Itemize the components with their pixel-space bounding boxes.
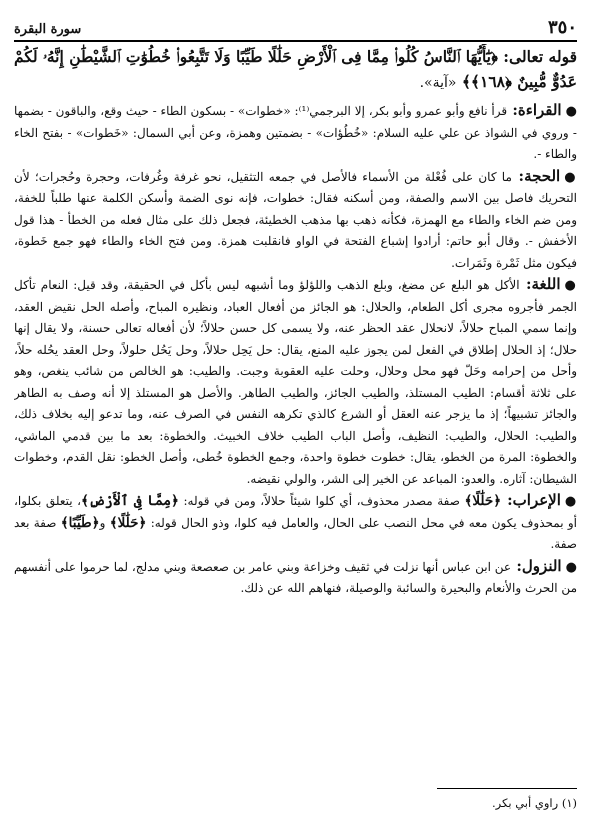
page-header xyxy=(14,14,577,42)
section-text: صفة مصدر محذوف، أي كلوا شيئاً حلالاً، ومن في قوله: xyxy=(183,494,460,508)
section-hujja: ●الحجة: ما كان على فُعْلة من الأسماء فالأصل في جمعه التثقيل، نحو غرفة وغُرفات، وحجرة وحُجرات؛ لأن التحريك فاصل بين الاسم والصفة، ومن أسكنه فقال: خطوات، فإنه نوى الضمة وأسكن الكلمة عنها طلباً للخفة، ومن ضم الخاء والطاء مع الهمزة، فكأنه ذهب بها مذهب الخطيئة، فجعل ذلك على مثال فعله من الخطأ - هذا قول الأخفش -. وقال أبو حاتم: أرادوا إشباع الفتحة في الواو فانقلبت همزة. ومن فتح الخاء والطاء فهو جمع خَطوة، فيكون مثل ثَمْرة وثَمَرات. xyxy=(14,166,577,270)
section-text: و xyxy=(99,515,106,530)
footnote-text: راوي أبي بكر. xyxy=(492,796,559,810)
footnote-divider xyxy=(437,788,577,789)
page-body xyxy=(14,44,577,786)
section-text: صفة بعد صفة. xyxy=(14,515,577,551)
quran-word: ﴿حَلَٰلًا﴾ xyxy=(464,493,502,509)
section-text: ، يتعلق بكلوا، أو بمحذوف يكون معه في محل النصب على الحال، والعامل فيه كلوا، وذو الحال قوله: xyxy=(14,494,577,530)
section-text: ما كان على فُعْلة من الأسماء فالأصل في جمعه التثقيل، نحو غرفة وغُرفات، وحجرة وحُجرات؛ لأن التحريك فاصل بين الاسم والصفة، ومن أسكنه فقال: خطوات، فإنه نوى الضمة وأسكن الكلمة عنها طلباً للخفة، ومن ضم الخاء والطاء مع الهمزة، فكأنه ذهب بها مذهب الخطيئة، فجعل ذلك على مثال فعله من الخطأ - هذا قول الأخفش -. وقال أبو حاتم: أرادوا إشباع الفتحة في الواو فانقلبت همزة. ومن فتح الخاء والطاء فهو جمع خَطوة، فيكون مثل ثَمْرة وثَمَرات. xyxy=(14,169,577,270)
quran-word: ﴿طَيِّبًا﴾ xyxy=(60,514,100,531)
section-label: القراءة xyxy=(517,101,562,119)
section-label: الإعراب xyxy=(512,491,561,509)
bullet-icon: ● xyxy=(564,494,577,509)
section-label: الحجة xyxy=(524,166,561,185)
section-irab: ●الإعراب: ﴿حَلَٰلًا﴾ صفة مصدر محذوف، أي كلوا شيئاً حلالاً، ومن في قوله: ﴿مِمَّا فِى ٱلْأَرْضِ﴾، يتعلق بكلوا، أو بمحذوف يكون معه في محل النصب على الحال، والعامل فيه كلوا، وذو الحال قوله: ﴿حَلَٰلًا﴾ و﴿طَيِّبًا﴾ صفة بعد صفة. xyxy=(14,491,577,551)
footnote xyxy=(14,795,577,811)
section-text: الأكل هو البلع عن مضغ، وبلع الذهب واللؤلؤ وما أشبهه ليس بأكل في الحقيقة، وقد قيل: النعام تأكل الجمر فأجروه مجرى أكل الطعام، والحلال: هو الجائز من أفعال العباد، ونظيره المباح، وأصله الحل نقيض العقد، وإنما سمي المباح حلالاً، لانحلال عقد الحظر عنه، ولا يسمى كل حسن حلالاً؛ لأن أفعاله تعالى حسنة، ولا يقال إنها حلال؛ إذ الحلال إطلاق في الفعل لمن يجوز عليه المنع، يقال: حل يَحِل حلالاً، وحل يَحُل حلولاً، وحل العقد يحُله حلاً، وأحل من إحرامه وحَلّ فهو محل وحلال، وحلت عليه العقوبة وجبت. والطيب: هو الخالص من شائب ينغص، وهو على ثلاثة أقسام: الطيب المستلذ، والطيب الجائز، والطيب الطاهر. والأصل هو المستلذ إلا أنه وصف به الطاهر والجائز تشبيهاً؛ إذ ما يزجر عنه العقل أو الشرع كالذي تكرهه النفس في الصرف عنه، وما تدعو إليه بخلاف ذلك، والطيب: الحلال، والطيب: النظيف، وأصل الباب الطيب خلاف الخبيث. والخطوة: بعد ما بين قدمي الماشي، والخطوة: المرة من الخطو، يقال: خطوت خطوة واحدة، وجمع الخطوة خُطى، وأصل الخطو: نقل القدم، وخطوات الشيطان: آثاره. والعدو: المباعد عن الخير إلى الشر، والولي نقيضه. xyxy=(14,278,577,486)
page-number: ٣٥٠ xyxy=(547,17,577,38)
verse-intro-label: قوله تعالى: xyxy=(503,47,577,66)
verse-intro xyxy=(14,44,577,96)
verse-suffix: «آية». xyxy=(419,75,457,91)
bullet-icon: ● xyxy=(565,104,577,119)
section-text: عن ابن عباس أنها نزلت في ثقيف وخزاعة وبني عامر بن صعصعة وبني مدلج، لما حرموا على أنفسهم من الحرث والأنعام والبحيرة والسائبة والوصيلة، فنهاهم الله عن ذلك. xyxy=(14,559,577,595)
section-label: اللغة xyxy=(531,275,561,293)
section-lugha: ●اللغة: الأكل هو البلع عن مضغ، وبلع الذهب واللؤلؤ وما أشبهه ليس بأكل في الحقيقة، وقد قيل: النعام تأكل الجمر فأجروه مجرى أكل الطعام، والحلال: هو الجائز من أفعال العباد، ونظيره المباح، وأصله الحل نقيض العقد، وإنما سمي المباح حلالاً، لانحلال عقد الحظر عنه، ولا يسمى كل حسن حلالاً؛ لأن أفعاله تعالى حسنة، ولا يقال إنها حلال؛ إذ الحلال إطلاق في الفعل لمن يجوز عليه المنع، يقال: حل يَحِل حلالاً، وحل يَحُل حلولاً، وحل العقد يحُله حلاً، وأحل من إحرامه وحَلّ فهو محل وحلال، وحلت عليه العقوبة وجبت. والطيب: هو الخالص من شائب ينغص، وهو على ثلاثة أقسام: الطيب المستلذ، والطيب الجائز، والطيب الطاهر. والأصل هو المستلذ إلا أنه وصف به الطاهر والجائز تشبيهاً؛ إذ ما يزجر عنه العقل أو الشرع كالذي تكرهه النفس في الصرف عنه، وما تدعو إليه بخلاف ذلك، والطيب: الحلال، والطيب: النظيف، وأصل الباب الطيب خلاف الخبيث. والخطوة: بعد ما بين قدمي الماشي، والخطوة: المرة من الخطو، يقال: خطوت خطوة واحدة، وجمع الخطوة خُطى، وأصل الخطو: نقل القدم، وخطوات الشيطان: آثاره. والعدو: المباعد عن الخير إلى الشر، والولي نقيضه. xyxy=(14,275,577,486)
quran-verse: ﴿يَٰٓأَيُّهَا ٱلنَّاسُ كُلُوا۟ مِمَّا فِى ٱلْأَرْضِ حَلَٰلًا طَيِّبًا وَلَا تَتَّبِعُوا۟ خُطُوَٰتِ ٱلشَّيْطَٰنِ إِنَّهُۥ لَكُمْ عَدُوٌّ مُّبِينٌ ﴿١٦٨﴾﴾ xyxy=(14,47,577,91)
quran-word: ﴿مِمَّا فِى ٱلْأَرْضِ﴾ xyxy=(81,493,179,509)
footnote-number: (١) xyxy=(561,796,577,810)
bullet-icon: ● xyxy=(565,559,577,575)
bullet-icon: ● xyxy=(564,278,577,293)
section-nuzul: ●النزول: عن ابن عباس أنها نزلت في ثقيف وخزاعة وبني عامر بن صعصعة وبني مدلج، لما حرموا على أنفسهم من الحرث والأنعام والبحيرة والسائبة والوصيلة، فنهاهم الله عن ذلك. xyxy=(14,556,577,595)
quran-word: ﴿حَلَٰلًا﴾ xyxy=(109,514,147,531)
section-text: قرأ نافع وأبو عمرو وأبو بكر، إلا البرجمي⁽¹⁾: «خطوات» - بسكون الطاء - حيث وقع، والباقون - بضمها - وروي في الشواذ عن علي عليه السلام: «خُطُؤات» - بضمتين وهمزة، وعن أبي السمال: «خَطوات» - بفتح الخاء والطاء -. xyxy=(14,104,577,161)
bullet-icon: ● xyxy=(564,169,577,185)
surah-name: سورة البقرة xyxy=(14,22,82,37)
section-label: النزول xyxy=(521,556,562,575)
section-qiraa: ●القراءة: قرأ نافع وأبو عمرو وأبو بكر، إلا البرجمي⁽¹⁾: «خطوات» - بسكون الطاء - حيث وقع، والباقون - بضمها - وروي في الشواذ عن علي عليه السلام: «خُطُؤات» - بضمتين وهمزة، وعن أبي السمال: «خَطوات» - بفتح الخاء والطاء -. xyxy=(14,101,577,161)
